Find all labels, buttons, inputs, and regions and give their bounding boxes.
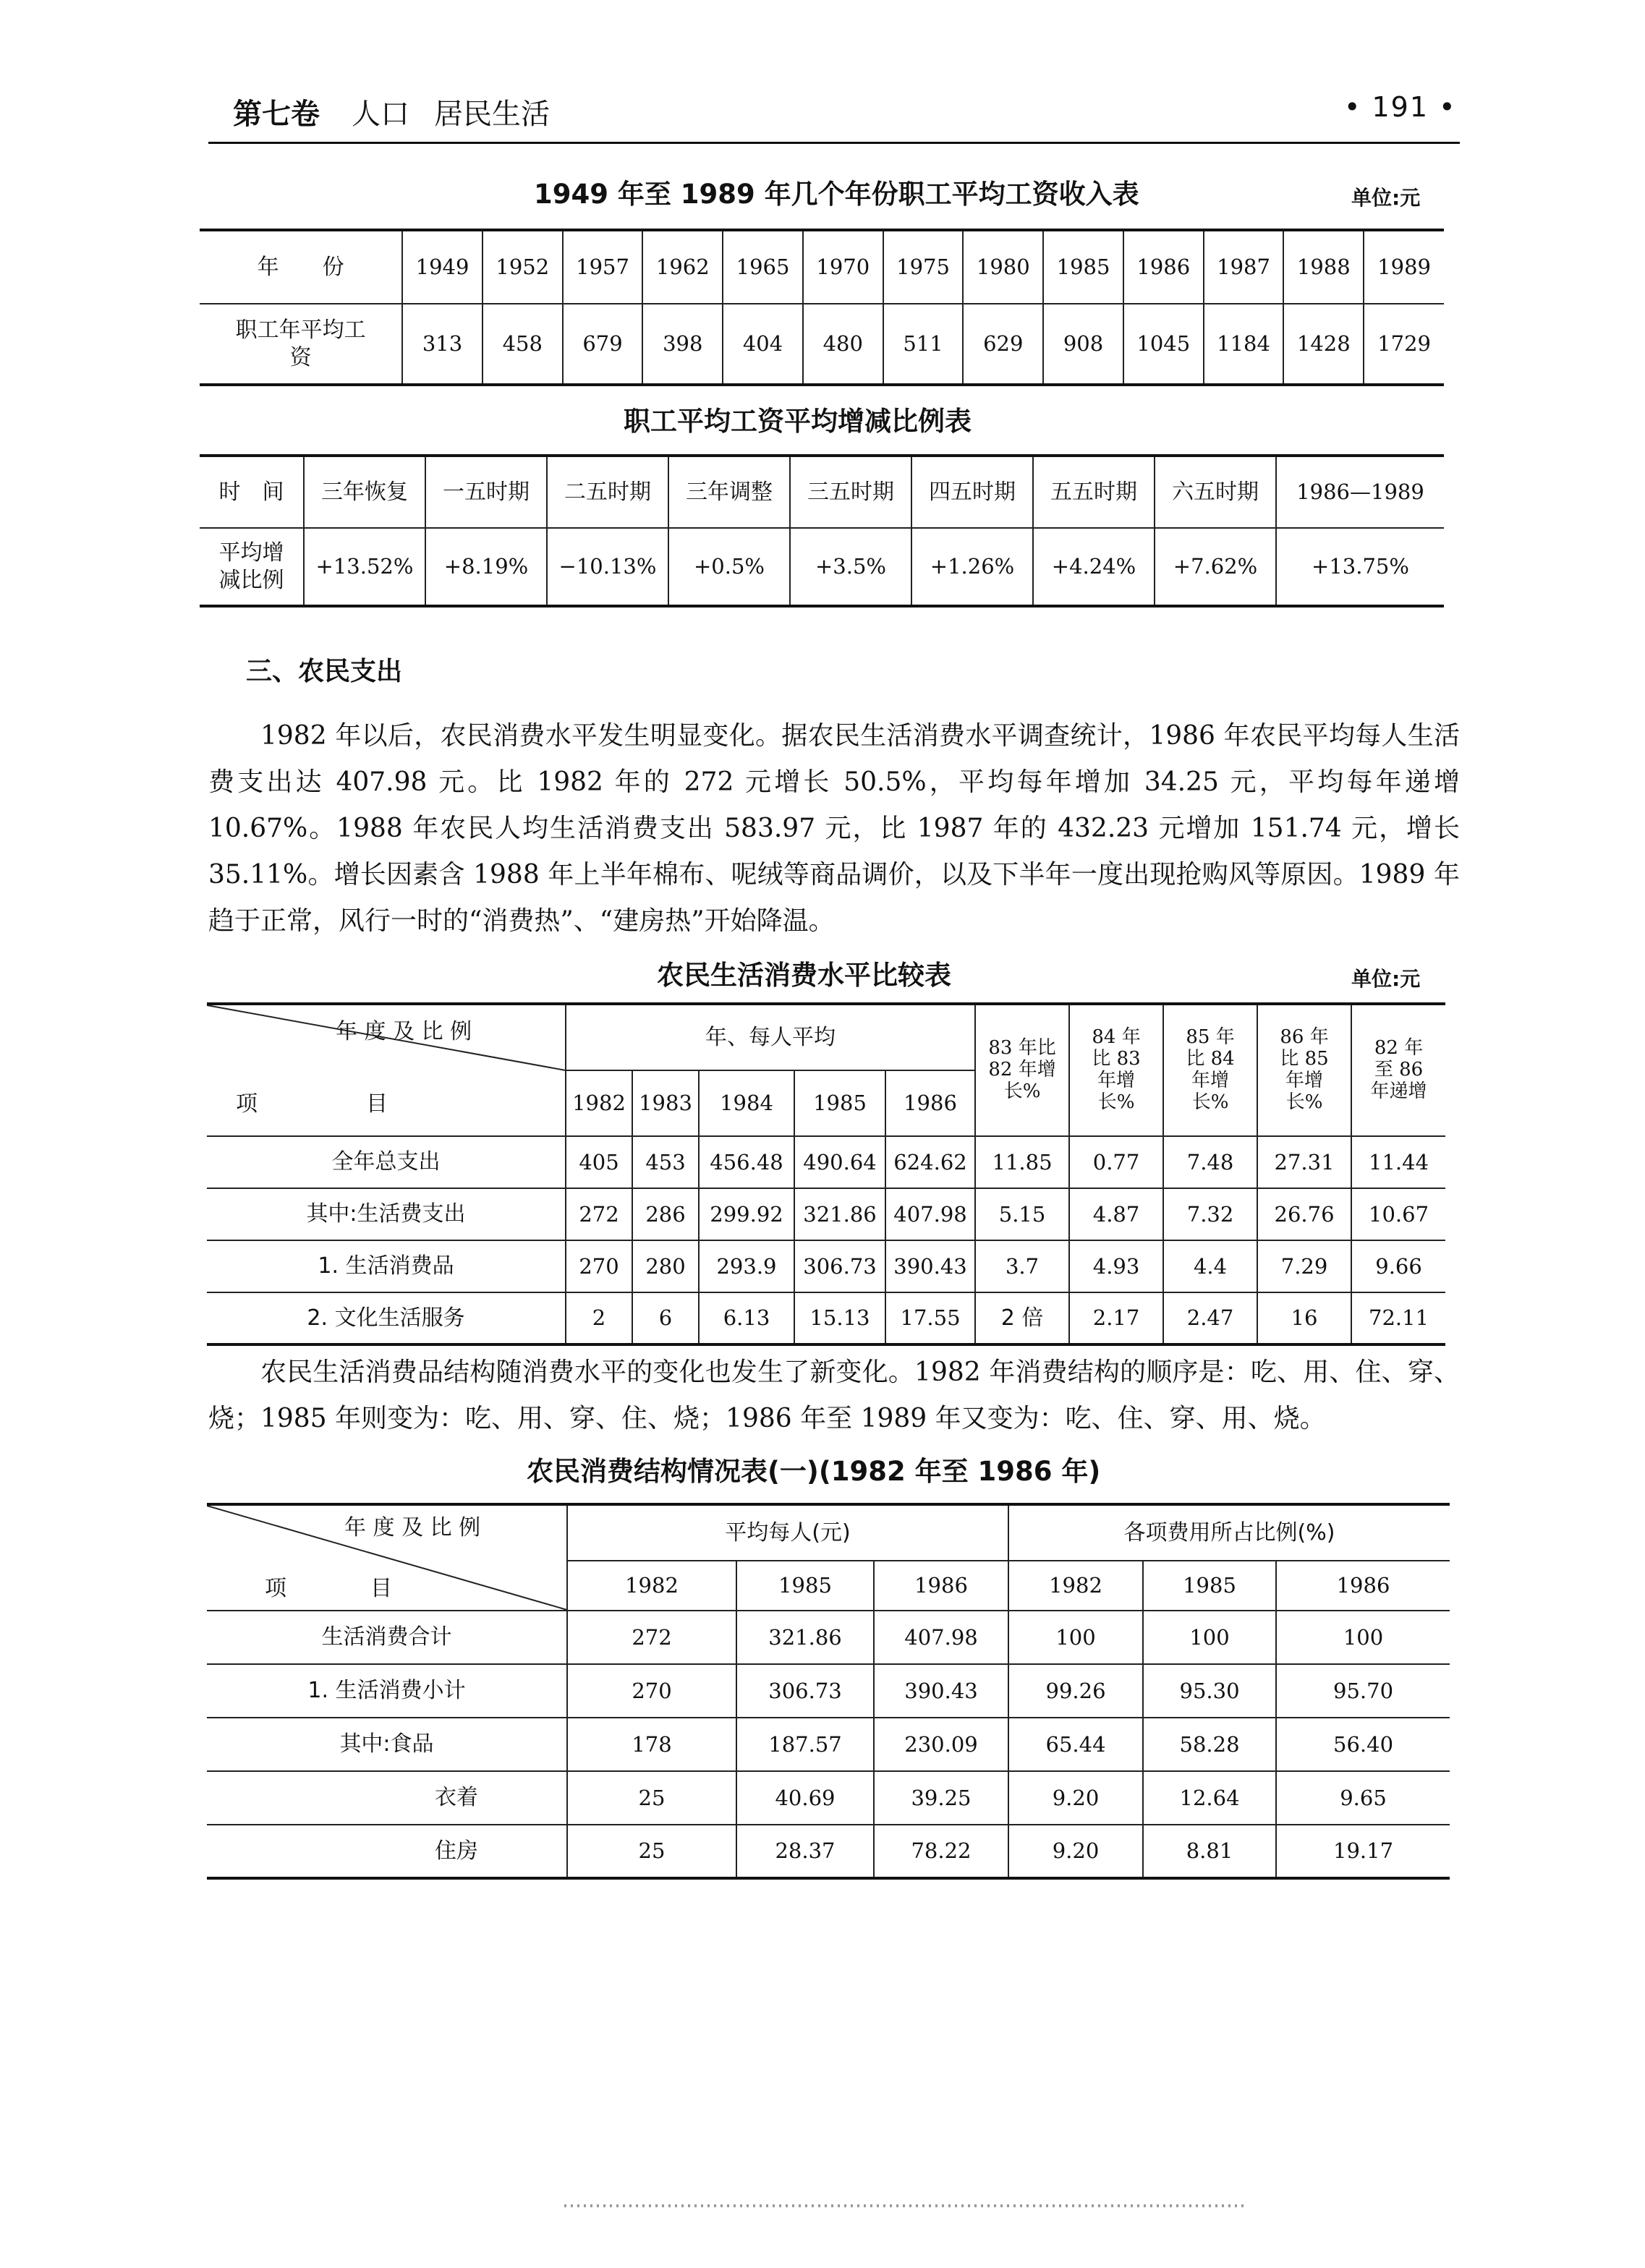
- period-cell: 五五时期: [1033, 456, 1155, 528]
- ratio-header: 84 年比 83 年增长%: [1069, 1004, 1163, 1136]
- data-cell: 2.17: [1069, 1292, 1163, 1344]
- data-cell: 178: [567, 1718, 736, 1771]
- data-cell: 100: [1008, 1611, 1143, 1664]
- data-cell: 99.26: [1008, 1664, 1143, 1718]
- year-cell: 1985: [1043, 230, 1123, 304]
- paragraph-1-text: 1982 年以后，农民消费水平发生明显变化。据农民生活消费水平调查统计，1986 年农民平均每人生活费支出达 407.98 元。比 1982 年的 272 元增长 50.5%，平均每年增加 34.25 元，平均每年递增 10.67%。1988 年农民人均生活消费支出 583.97 元，比 1987 年的 432.23 元增加 151.74 元，增长 35.11%。增长因素含 1988 年上半年棉布、呢绒等商品调价，以及下半年一度出现抢购风等原因。1989 年趋于正常，风行一时的“消费热”、“建房热”开始降温。: [208, 721, 1460, 936]
- paragraph-2-text: 农民生活消费品结构随消费水平的变化也发生了新变化。1982 年消费结构的顺序是：吃、用、住、穿、烧；1985 年则变为：吃、用、穿、住、烧；1986 年至 1989 年又变为：吃、住、穿、用、烧。: [208, 1357, 1460, 1433]
- data-cell: 95.70: [1276, 1664, 1450, 1718]
- data-cell: 2 倍: [975, 1292, 1069, 1344]
- table1-title: 1949 年至 1989 年几个年份职工平均工资收入表: [534, 179, 1139, 210]
- data-cell: 11.85: [975, 1136, 1069, 1188]
- data-cell: 407.98: [874, 1611, 1008, 1664]
- period-cell: 二五时期: [547, 456, 668, 528]
- table4-group-avg: 平均每人(元): [567, 1504, 1008, 1561]
- row-label: 1. 生活消费小计: [207, 1664, 567, 1718]
- table-row: [207, 1240, 1445, 1292]
- year-header: 1982: [567, 1561, 736, 1611]
- row-label: 生活消费合计: [207, 1611, 567, 1664]
- year-cell: 1965: [723, 230, 803, 304]
- table2-title: 职工平均工资平均增减比例表: [624, 406, 972, 437]
- table3-corner-bottom-b: 目: [366, 1091, 388, 1117]
- data-cell: 293.9: [699, 1240, 794, 1292]
- year-cell: 1949: [402, 230, 483, 304]
- wage-cell: 1428: [1283, 304, 1364, 385]
- data-cell: 4.87: [1069, 1188, 1163, 1240]
- wage-cell: 398: [642, 304, 723, 385]
- data-cell: 28.37: [736, 1825, 874, 1878]
- data-cell: 6.13: [699, 1292, 794, 1344]
- data-cell: 56.40: [1276, 1718, 1450, 1771]
- period-cell: 四五时期: [911, 456, 1033, 528]
- data-cell: 4.93: [1069, 1240, 1163, 1292]
- data-cell: 270: [567, 1664, 736, 1718]
- wage-cell: 679: [563, 304, 643, 385]
- period-cell: 1986—1989: [1276, 456, 1444, 528]
- data-cell: 286: [632, 1188, 699, 1240]
- data-cell: 58.28: [1143, 1718, 1276, 1771]
- row-label: 衣着: [207, 1771, 567, 1825]
- year-header: 1985: [1143, 1561, 1276, 1611]
- change-cell: +3.5%: [790, 528, 911, 606]
- data-cell: 16: [1257, 1292, 1351, 1344]
- data-cell: 19.17: [1276, 1825, 1450, 1878]
- wage-cell: 629: [963, 304, 1043, 385]
- row-label: 住房: [207, 1825, 567, 1878]
- data-cell: 25: [567, 1771, 736, 1825]
- data-cell: 321.86: [794, 1188, 885, 1240]
- data-cell: 9.20: [1008, 1771, 1143, 1825]
- data-cell: 40.69: [736, 1771, 874, 1825]
- year-cell: 1957: [563, 230, 643, 304]
- year-cell: 1970: [803, 230, 883, 304]
- data-cell: 4.4: [1163, 1240, 1257, 1292]
- ratio-header: 85 年比 84 年增长%: [1163, 1004, 1257, 1136]
- data-cell: 27.31: [1257, 1136, 1351, 1188]
- year-header: 1984: [699, 1070, 794, 1137]
- data-cell: 390.43: [885, 1240, 975, 1292]
- year-header: 1985: [794, 1070, 885, 1137]
- row-label: 全年总支出: [207, 1136, 566, 1188]
- table2-change-label: 平均增减比例: [200, 528, 304, 606]
- data-cell: 405: [566, 1136, 632, 1188]
- wage-cell: 313: [402, 304, 483, 385]
- year-header: 1985: [736, 1561, 874, 1611]
- data-cell: 272: [566, 1188, 632, 1240]
- change-cell: +1.26%: [911, 528, 1033, 606]
- table-row: [207, 1292, 1445, 1344]
- table3-title: 农民生活消费水平比较表: [657, 960, 951, 991]
- data-cell: 306.73: [794, 1240, 885, 1292]
- year-header: 1986: [1276, 1561, 1450, 1611]
- wage-table: [200, 229, 1444, 386]
- ratio-header: 83 年比 82 年增长%: [975, 1004, 1069, 1136]
- year-header: 1982: [1008, 1561, 1143, 1611]
- change-cell: −10.13%: [547, 528, 668, 606]
- data-cell: 100: [1276, 1611, 1450, 1664]
- change-cell: +0.5%: [668, 528, 790, 606]
- data-cell: 7.29: [1257, 1240, 1351, 1292]
- period-cell: 三年恢复: [304, 456, 425, 528]
- table4-corner-bottom-b: 目: [370, 1576, 392, 1601]
- year-cell: 1980: [963, 230, 1043, 304]
- data-cell: 453: [632, 1136, 699, 1188]
- table4-corner-top: 年 度 及 比 例: [344, 1515, 481, 1540]
- row-label: 其中:食品: [207, 1718, 567, 1771]
- table4-corner-bottom-a: 项: [265, 1576, 286, 1601]
- running-header: [233, 91, 574, 132]
- data-cell: 2.47: [1163, 1292, 1257, 1344]
- header-rule: [208, 142, 1460, 144]
- data-cell: 306.73: [736, 1664, 874, 1718]
- year-cell: 1989: [1364, 230, 1444, 304]
- table-row: [207, 1718, 1450, 1771]
- year-header: 1983: [632, 1070, 699, 1137]
- year-header: 1986: [874, 1561, 1008, 1611]
- consumption-level-table: [207, 1002, 1445, 1346]
- wage-cell: 1184: [1204, 304, 1284, 385]
- table-row: [207, 1188, 1445, 1240]
- data-cell: 321.86: [736, 1611, 874, 1664]
- change-cell: +4.24%: [1033, 528, 1155, 606]
- table3-unit: 单位:元: [1351, 967, 1421, 991]
- data-cell: 187.57: [736, 1718, 874, 1771]
- data-cell: 9.66: [1351, 1240, 1445, 1292]
- year-cell: 1988: [1283, 230, 1364, 304]
- section-heading: 三、农民支出: [246, 657, 403, 686]
- data-cell: 10.67: [1351, 1188, 1445, 1240]
- table3-corner-bottom-a: 项: [236, 1091, 258, 1117]
- table-row: [207, 1825, 1450, 1878]
- year-cell: 1975: [883, 230, 964, 304]
- paragraph-2: [208, 1350, 1460, 1442]
- data-cell: 17.55: [885, 1292, 975, 1344]
- table-row: [207, 1771, 1450, 1825]
- change-cell: +7.62%: [1155, 528, 1276, 606]
- data-cell: 280: [632, 1240, 699, 1292]
- wage-cell: 511: [883, 304, 964, 385]
- data-cell: 26.76: [1257, 1188, 1351, 1240]
- year-cell: 1952: [483, 230, 563, 304]
- data-cell: 7.48: [1163, 1136, 1257, 1188]
- paragraph-1: [208, 713, 1460, 945]
- data-cell: 624.62: [885, 1136, 975, 1188]
- change-cell: +13.52%: [304, 528, 425, 606]
- page-number: • 191 •: [1344, 91, 1457, 123]
- data-cell: 9.20: [1008, 1825, 1143, 1878]
- table3-corner-cell: [207, 1004, 566, 1136]
- table4-corner-cell: [207, 1504, 567, 1611]
- data-cell: 456.48: [699, 1136, 794, 1188]
- wage-cell: 1729: [1364, 304, 1444, 385]
- row-label: 其中:生活费支出: [207, 1188, 566, 1240]
- data-cell: 72.11: [1351, 1292, 1445, 1344]
- data-cell: 230.09: [874, 1718, 1008, 1771]
- period-cell: 三年调整: [668, 456, 790, 528]
- table1-wage-label: 职工年平均工资: [200, 304, 402, 385]
- wage-change-table: [200, 454, 1444, 608]
- data-cell: 3.7: [975, 1240, 1069, 1292]
- data-cell: 270: [566, 1240, 632, 1292]
- data-cell: 11.44: [1351, 1136, 1445, 1188]
- table-row: [207, 1664, 1450, 1718]
- table-row: [207, 1611, 1450, 1664]
- table4-group-share: 各项费用所占比例(%): [1008, 1504, 1450, 1561]
- table-row: [207, 1136, 1445, 1188]
- data-cell: 7.32: [1163, 1188, 1257, 1240]
- data-cell: 2: [566, 1292, 632, 1344]
- data-cell: 39.25: [874, 1771, 1008, 1825]
- data-cell: 490.64: [794, 1136, 885, 1188]
- table3-group-header: 年、每人平均: [566, 1004, 975, 1070]
- row-label: 2. 文化生活服务: [207, 1292, 566, 1344]
- period-cell: 三五时期: [790, 456, 911, 528]
- data-cell: 0.77: [1069, 1136, 1163, 1188]
- section-label-1: 人口: [352, 98, 409, 131]
- section-label-2: 居民生活: [434, 98, 550, 131]
- year-cell: 1986: [1123, 230, 1204, 304]
- data-cell: 95.30: [1143, 1664, 1276, 1718]
- year-cell: 1987: [1204, 230, 1284, 304]
- data-cell: 15.13: [794, 1292, 885, 1344]
- data-cell: 407.98: [885, 1188, 975, 1240]
- wage-cell: 404: [723, 304, 803, 385]
- data-cell: 78.22: [874, 1825, 1008, 1878]
- table3-corner-top: 年 度 及 比 例: [336, 1019, 472, 1044]
- data-cell: 299.92: [699, 1188, 794, 1240]
- volume-label: 第七卷: [233, 98, 320, 131]
- change-cell: +8.19%: [425, 528, 547, 606]
- data-cell: 100: [1143, 1611, 1276, 1664]
- consumption-structure-table: [207, 1503, 1450, 1880]
- table4-title: 农民消费结构情况表(一)(1982 年至 1986 年): [527, 1456, 1101, 1487]
- data-cell: 8.81: [1143, 1825, 1276, 1878]
- period-cell: 六五时期: [1155, 456, 1276, 528]
- row-label: 1. 生活消费品: [207, 1240, 566, 1292]
- table1-unit: 单位:元: [1351, 186, 1421, 210]
- wage-cell: 480: [803, 304, 883, 385]
- data-cell: 25: [567, 1825, 736, 1878]
- year-cell: 1962: [642, 230, 723, 304]
- data-cell: 390.43: [874, 1664, 1008, 1718]
- ratio-header: 86 年比 85 年增长%: [1257, 1004, 1351, 1136]
- ratio-header: 82 年至 86 年递增: [1351, 1004, 1445, 1136]
- change-cell: +13.75%: [1276, 528, 1444, 606]
- year-header: 1982: [566, 1070, 632, 1137]
- data-cell: 5.15: [975, 1188, 1069, 1240]
- data-cell: 272: [567, 1611, 736, 1664]
- data-cell: 65.44: [1008, 1718, 1143, 1771]
- period-cell: 一五时期: [425, 456, 547, 528]
- data-cell: 6: [632, 1292, 699, 1344]
- wage-cell: 908: [1043, 304, 1123, 385]
- table1-year-label: 年 份: [200, 230, 402, 304]
- wage-cell: 458: [483, 304, 563, 385]
- year-header: 1986: [885, 1070, 975, 1137]
- data-cell: 9.65: [1276, 1771, 1450, 1825]
- wage-cell: 1045: [1123, 304, 1204, 385]
- data-cell: 12.64: [1143, 1771, 1276, 1825]
- table2-period-label: 时 间: [200, 456, 304, 528]
- scan-artifact-dots: [564, 2204, 1244, 2207]
